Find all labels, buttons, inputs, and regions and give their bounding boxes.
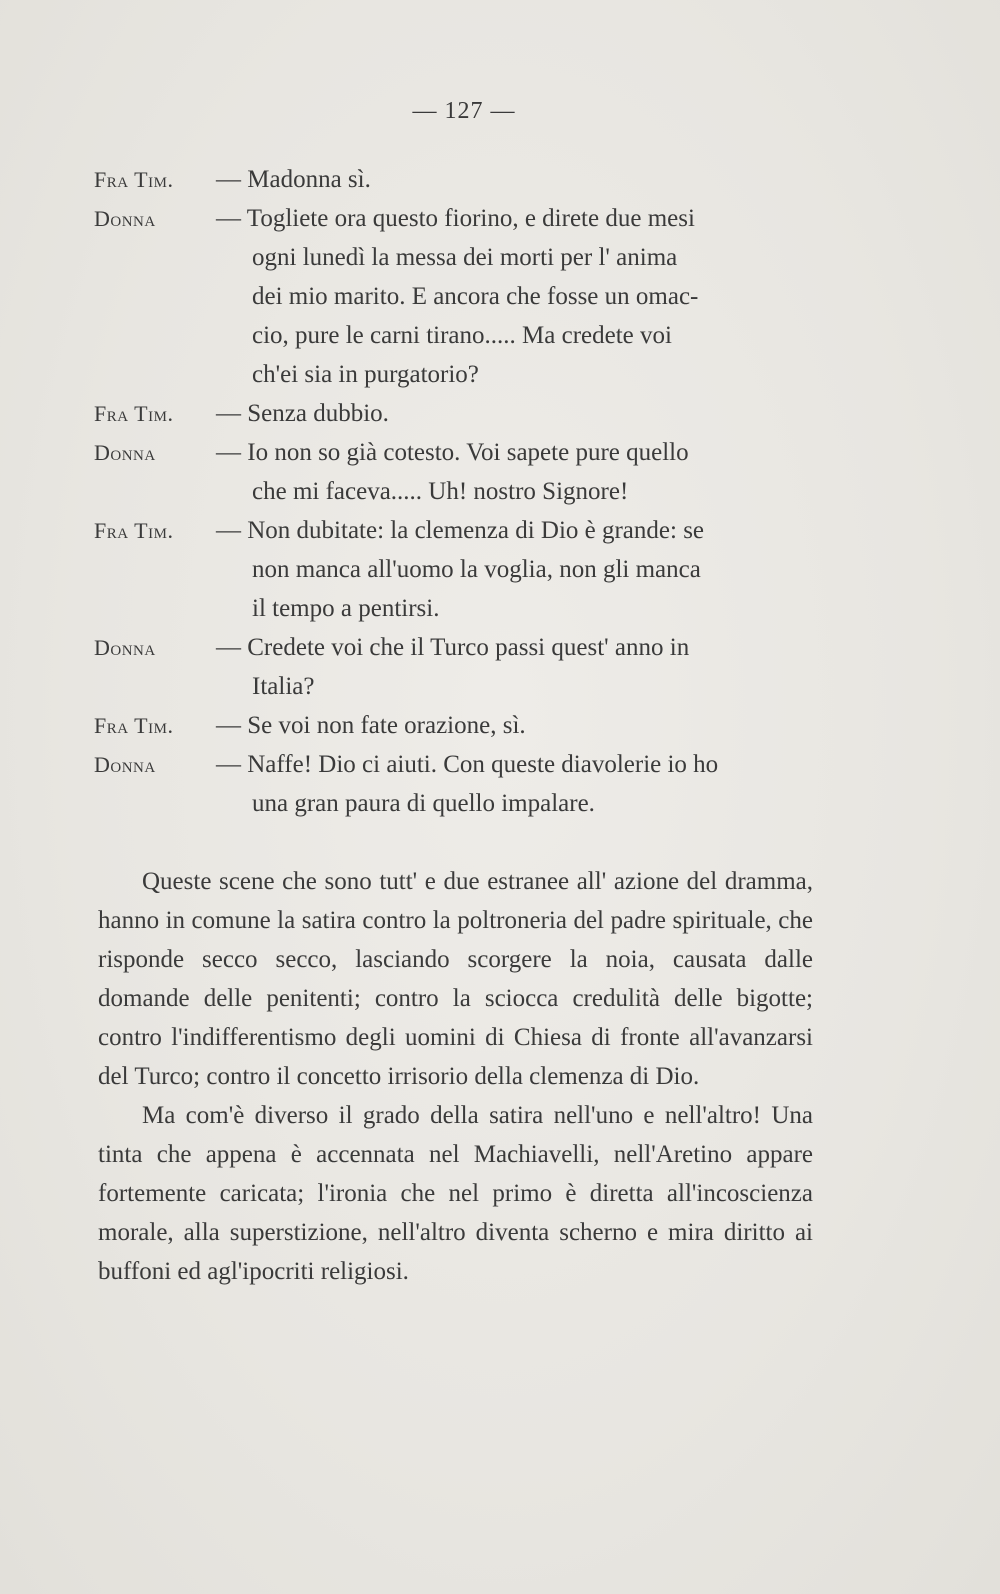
paragraph: Queste scene che sono tutt' e due estranee all' azione del dramma, hanno in comune la satira contro la poltroneria del padre spirituale, che risponde secco secco, lasciando scorgere la noia, causata dalle domande delle penitenti; contro la sciocca credulità delle bigotte; contro l'indifferentismo degli uomini di Chiesa di fronte all'avanzarsi del Turco; contro il concetto irrisorio della clemenza di Dio. [98,868,813,1090]
dialogue-exchange [94,199,814,394]
speech [216,511,814,628]
speech-line: dei mio marito. E ancora che fosse un omac- [252,283,699,310]
speech-line: — Senza dubbio. [216,400,389,427]
paragraph: Ma com'è diverso il grado della satira nell'uno e nell'altro! Una tinta che appena è accennata nel Machiavelli, nell'Aretino appare fortemente caricata; l'ironia che nel primo è diretta all'incoscienza morale, alla superstizione, nell'altro diventa scherno e mira diritto ai buffoni ed agl'ipocriti religiosi. [98,1102,813,1285]
speech [216,394,814,433]
speech-line: — Credete voi che il Turco passi quest' anno in [216,634,690,661]
speaker-name: Fra Tim. [94,167,174,192]
speech-line: ogni lunedì la messa dei morti per l' anima [252,244,678,271]
speaker-name: Donna [94,206,156,231]
speaker-name: Fra Tim. [94,401,174,426]
speech-line: una gran paura di quello impalare. [252,790,595,817]
speech-line: — Naffe! Dio ci aiuti. Con queste diavolerie io ho [216,751,719,778]
speech-line: Italia? [252,673,315,700]
speaker-name: Donna [94,440,156,465]
speech [216,745,814,823]
speech-line: — Se voi non fate orazione, sì. [216,712,526,739]
speech [216,433,814,511]
dialogue-block [94,160,814,823]
speech-line: — Io non so già cotesto. Voi sapete pure quello [216,439,689,466]
speaker-name: Fra Tim. [94,518,174,543]
speech [216,628,814,706]
speaker-name: Donna [94,635,156,660]
speech [216,199,814,394]
dialogue-exchange [94,706,814,745]
dialogue-exchange [94,394,814,433]
commentary [98,862,813,1291]
speaker-name: Fra Tim. [94,713,174,738]
dialogue-exchange [94,628,814,706]
speech-line: — Madonna sì. [216,166,371,193]
dialogue-exchange [94,433,814,511]
page-number: — 127 — [412,98,516,124]
speech [216,160,814,199]
speech-line: non manca all'uomo la voglia, non gli manca [252,556,701,583]
speech-line: — Togliete ora questo fiorino, e direte due mesi [216,205,695,232]
dialogue-exchange [94,745,814,823]
speech-line: che mi faceva..... Uh! nostro Signore! [252,478,629,505]
speaker-name: Donna [94,752,156,777]
speech-line: il tempo a pentirsi. [252,595,440,622]
speech-line: ch'ei sia in purgatorio? [252,361,479,388]
speech [216,706,814,745]
speech-line: cio, pure le carni tirano..... Ma credete voi [252,322,672,349]
dialogue-exchange [94,511,814,628]
dialogue-exchange [94,160,814,199]
speech-line: — Non dubitate: la clemenza di Dio è grande: se [216,517,705,544]
